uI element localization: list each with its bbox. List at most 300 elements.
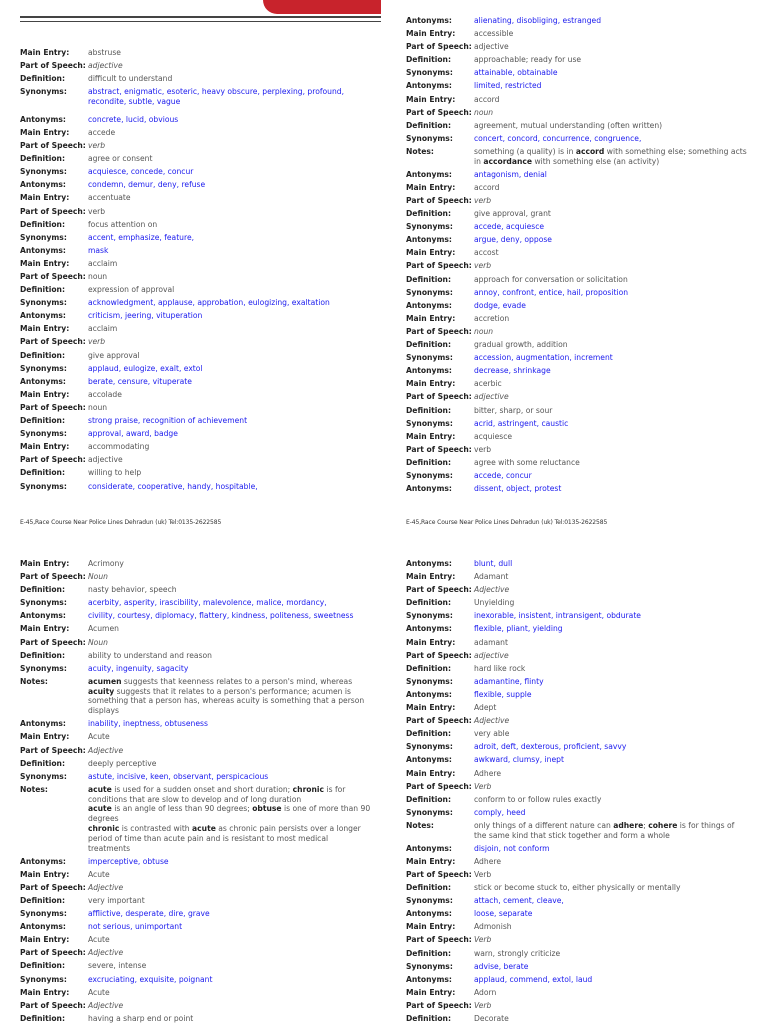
entry-row xyxy=(20,403,372,413)
field-value: adamantine, flinty xyxy=(474,676,544,686)
field-label: Definition: xyxy=(406,120,451,130)
entry-row xyxy=(406,353,748,363)
field-value: comply, heed xyxy=(474,807,526,817)
entry-row xyxy=(20,141,372,151)
entry-row xyxy=(20,468,372,478)
entry-row xyxy=(406,988,748,998)
field-value: berate, censure, vituperate xyxy=(88,376,192,386)
field-label: Part of Speech: xyxy=(20,637,86,647)
entry-row xyxy=(406,870,748,880)
entry-row xyxy=(406,95,748,105)
entry-row xyxy=(406,340,748,350)
field-value: acclaim xyxy=(88,324,118,334)
field-value: verb xyxy=(88,141,106,151)
field-label: Definition: xyxy=(20,585,65,595)
entry-row xyxy=(406,585,748,595)
field-value: stick or become stuck to, either physically or mentally xyxy=(474,883,681,893)
entry-row xyxy=(406,729,748,739)
field-label: Main Entry: xyxy=(406,768,456,778)
field-value: considerate, cooperative, handy, hospitable, xyxy=(88,481,258,491)
field-label: Part of Speech: xyxy=(406,326,472,336)
field-label: Antonyms: xyxy=(20,245,66,255)
field-label: Main Entry: xyxy=(20,869,70,879)
field-label: Main Entry: xyxy=(406,379,456,389)
entry-row xyxy=(406,445,748,455)
entry-row xyxy=(20,324,372,334)
field-label: Definition: xyxy=(20,74,65,84)
page2-left-column xyxy=(20,559,372,1027)
entry-row xyxy=(20,572,372,582)
field-label: Main Entry: xyxy=(20,732,70,742)
field-label: Definition: xyxy=(20,154,65,164)
entry-row xyxy=(406,690,748,700)
entry-row xyxy=(20,442,372,452)
field-value: acclaim xyxy=(88,258,118,268)
entry-row xyxy=(406,288,748,298)
field-value: Verb xyxy=(474,781,492,791)
entry-row xyxy=(406,458,748,468)
field-label: Notes: xyxy=(20,676,48,686)
entry-row xyxy=(20,246,372,256)
entry-row xyxy=(406,68,748,78)
field-value: agree or consent xyxy=(88,154,153,164)
field-label: Definition: xyxy=(406,948,451,958)
field-label: Synonyms: xyxy=(20,429,67,439)
entry-row xyxy=(406,235,748,245)
entry-row xyxy=(20,455,372,465)
field-label: Part of Speech: xyxy=(20,572,86,582)
field-value: very important xyxy=(88,895,145,905)
entry-row xyxy=(20,559,372,569)
field-label: Antonyms: xyxy=(20,376,66,386)
entry-row xyxy=(406,196,748,206)
field-label: Definition: xyxy=(20,416,65,426)
entry-row xyxy=(406,248,748,258)
entry-row xyxy=(406,275,748,285)
field-value: warn, strongly criticize xyxy=(474,948,561,958)
entry-row xyxy=(406,949,748,959)
field-label: Main Entry: xyxy=(20,935,70,945)
field-label: Definition: xyxy=(20,650,65,660)
field-label: Part of Speech: xyxy=(406,935,472,945)
field-value: approach for conversation or solicitation xyxy=(474,274,628,284)
field-value: approachable; ready for use xyxy=(474,55,582,65)
field-label: Definition: xyxy=(406,55,451,65)
field-value: accede, acquiesce xyxy=(474,222,545,232)
field-value: deeply perceptive xyxy=(88,758,157,768)
header-rule-thin xyxy=(20,21,381,22)
entry-row xyxy=(406,1014,748,1024)
field-value: accent, emphasize, feature, xyxy=(88,232,195,242)
entry-row xyxy=(406,484,748,494)
field-label: Main Entry: xyxy=(20,48,70,57)
field-value: Adhere xyxy=(474,856,501,866)
entry-row xyxy=(406,935,748,945)
field-label: Synonyms: xyxy=(20,481,67,491)
field-label: Main Entry: xyxy=(406,572,456,582)
entry-row xyxy=(406,975,748,985)
entry-row xyxy=(406,366,748,376)
field-label: Synonyms: xyxy=(20,771,67,781)
field-label: Antonyms: xyxy=(406,974,452,984)
entry-row xyxy=(20,746,372,756)
field-value: excruciating, exquisite, poignant xyxy=(88,974,213,984)
field-value: Adjective xyxy=(88,1000,124,1010)
entry-row xyxy=(20,988,372,998)
entry-row xyxy=(406,716,748,726)
field-value: attach, cement, cleave, xyxy=(474,896,564,906)
entry-row xyxy=(406,392,748,402)
field-value: accede xyxy=(88,127,116,137)
field-value: applaud, eulogize, exalt, extol xyxy=(88,363,203,373)
field-value: concert, concord, concurrence, congruence, xyxy=(474,133,642,143)
entry-row xyxy=(406,170,748,180)
page2-right-column xyxy=(406,559,748,1027)
entry-row xyxy=(406,844,748,854)
entry-row xyxy=(406,147,748,167)
entry-row xyxy=(20,167,372,177)
entry-row xyxy=(406,638,748,648)
entry-row xyxy=(406,406,748,416)
entry-row xyxy=(406,795,748,805)
field-label: Synonyms: xyxy=(406,742,453,752)
field-value: imperceptive, obtuse xyxy=(88,856,169,866)
entry-row xyxy=(406,782,748,792)
field-value: conform to or follow rules exactly xyxy=(474,794,602,804)
field-label: Antonyms: xyxy=(406,624,452,634)
entry-row xyxy=(406,16,748,26)
entry-row xyxy=(406,857,748,867)
red-header-tab xyxy=(263,0,381,14)
field-label: Synonyms: xyxy=(406,68,453,78)
field-value: noun xyxy=(474,107,494,117)
entry-row xyxy=(406,664,748,674)
entry-row xyxy=(406,29,748,39)
field-value: applaud, commend, extol, laud xyxy=(474,974,593,984)
field-value: condemn, demur, deny, refuse xyxy=(88,180,206,190)
field-value: verb xyxy=(88,337,106,347)
field-value: adjective xyxy=(474,650,509,660)
field-label: Definition: xyxy=(20,895,65,905)
field-label: Part of Speech: xyxy=(406,585,472,595)
field-value: give approval xyxy=(88,350,140,360)
field-label: Definition: xyxy=(20,1013,65,1023)
field-value: Acumen xyxy=(88,624,119,634)
entry-row xyxy=(406,922,748,932)
field-value: acumen suggests that keenness relates to a person's mind, whereas acuity suggests that it relates to a person's performance; acumen is something that a person has, whereas acuity is something that a person displays xyxy=(88,676,365,716)
field-label: Main Entry: xyxy=(20,193,70,203)
field-value: attainable, obtainable xyxy=(474,68,558,78)
field-label: Part of Speech: xyxy=(406,716,472,726)
field-value: noun xyxy=(88,272,108,281)
entry-row xyxy=(20,337,372,347)
entry-row xyxy=(406,808,748,818)
field-label: Part of Speech: xyxy=(20,337,86,347)
page1-left-footer: E-45,Race Course Near Police Lines Dehradun (uk) Tel:0135-2622585 xyxy=(20,519,222,526)
entry-row xyxy=(406,769,748,779)
entry-row xyxy=(406,677,748,687)
page1-left-column xyxy=(20,48,372,495)
field-value: verb xyxy=(474,261,492,271)
entry-row xyxy=(20,870,372,880)
field-label: Part of Speech: xyxy=(406,392,472,402)
field-label: Definition: xyxy=(406,663,451,673)
field-value: focus attention on xyxy=(88,219,158,229)
field-label: Definition: xyxy=(20,468,65,478)
entry-row xyxy=(406,222,748,232)
field-value: limited, restricted xyxy=(474,81,542,91)
entry-row xyxy=(20,128,372,138)
entry-row xyxy=(20,311,372,321)
header-rule xyxy=(20,16,381,18)
entry-row xyxy=(20,115,372,125)
entry-row xyxy=(406,183,748,193)
field-value: inexorable, insistent, intransigent, obdurate xyxy=(474,611,641,621)
field-label: Antonyms: xyxy=(406,689,452,699)
entry-row xyxy=(20,48,372,58)
entry-row xyxy=(406,909,748,919)
field-value: Adhere xyxy=(474,768,501,778)
entry-row xyxy=(406,883,748,893)
entry-row xyxy=(20,772,372,782)
field-label: Main Entry: xyxy=(20,127,70,137)
field-value: disjoin, not conform xyxy=(474,843,550,853)
entry-row xyxy=(406,55,748,65)
field-value: decrease, shrinkage xyxy=(474,366,551,376)
field-label: Antonyms: xyxy=(406,909,452,919)
field-label: Main Entry: xyxy=(20,624,70,634)
field-value: Adorn xyxy=(474,987,497,997)
field-value: acuity, ingenuity, sagacity xyxy=(88,663,189,673)
field-label: Antonyms: xyxy=(20,180,66,190)
entry-row xyxy=(406,896,748,906)
field-label: Definition: xyxy=(406,1013,451,1023)
entry-row xyxy=(406,261,748,271)
field-label: Main Entry: xyxy=(406,29,456,39)
field-label: Definition: xyxy=(406,598,451,608)
entry-row xyxy=(406,471,748,481)
field-label: Antonyms: xyxy=(20,922,66,932)
field-label: Definition: xyxy=(20,961,65,971)
field-value: strong praise, recognition of achievement xyxy=(88,416,248,426)
field-label: Definition: xyxy=(406,883,451,893)
entry-row xyxy=(20,883,372,893)
field-label: Synonyms: xyxy=(20,167,67,177)
field-value: give approval, grant xyxy=(474,209,551,219)
entry-row xyxy=(406,559,748,569)
field-label: Antonyms: xyxy=(406,81,452,91)
field-value: verb xyxy=(88,206,106,216)
entry-row xyxy=(20,482,372,492)
field-value: severe, intense xyxy=(88,961,147,971)
entry-row xyxy=(406,314,748,324)
entry-row xyxy=(20,390,372,400)
page1-right-footer: E-45,Race Course Near Police Lines Dehradun (uk) Tel:0135-2622585 xyxy=(406,519,608,526)
field-label: Synonyms: xyxy=(406,418,453,428)
field-label: Synonyms: xyxy=(406,133,453,143)
field-value: Verb xyxy=(474,935,492,945)
field-label: Part of Speech: xyxy=(20,455,86,465)
field-label: Main Entry: xyxy=(406,182,456,192)
field-value: Noun xyxy=(88,572,108,582)
field-value: astute, incisive, keen, observant, perspicacious xyxy=(88,771,269,781)
field-label: Main Entry: xyxy=(20,389,70,399)
field-label: Synonyms: xyxy=(20,363,67,373)
field-label: Synonyms: xyxy=(406,222,453,232)
entry-row xyxy=(406,962,748,972)
entry-row xyxy=(406,821,748,841)
field-value: accessible xyxy=(474,29,514,39)
field-value: something (a quality) is in accord with something else; something acts in accordance with something else (an activity) xyxy=(474,146,747,166)
field-value: acknowledgment, applause, approbation, eulogizing, exaltation xyxy=(88,298,330,308)
field-label: Main Entry: xyxy=(20,559,70,568)
field-label: Synonyms: xyxy=(406,961,453,971)
field-value: accost xyxy=(474,248,499,258)
field-value: having a sharp end or point xyxy=(88,1013,194,1023)
entry-row xyxy=(406,572,748,582)
field-label: Synonyms: xyxy=(406,676,453,686)
field-label: Synonyms: xyxy=(20,974,67,984)
entry-row xyxy=(20,285,372,295)
field-label: Antonyms: xyxy=(20,719,66,729)
entry-row xyxy=(20,759,372,769)
field-value: accede, concur xyxy=(474,470,532,480)
entry-row xyxy=(20,429,372,439)
entry-row xyxy=(20,207,372,217)
field-value: not serious, unimportant xyxy=(88,922,183,932)
field-value: noun xyxy=(474,326,494,336)
entry-row xyxy=(20,785,372,854)
entry-row xyxy=(20,377,372,387)
field-value: blunt, dull xyxy=(474,559,513,568)
field-value: inability, ineptness, obtuseness xyxy=(88,719,208,729)
field-label: Definition: xyxy=(406,209,451,219)
entry-row xyxy=(406,651,748,661)
field-label: Main Entry: xyxy=(406,637,456,647)
field-value: Adjective xyxy=(88,745,124,755)
field-label: Part of Speech: xyxy=(20,882,86,892)
field-value: acquiesce xyxy=(474,431,513,441)
field-value: advise, berate xyxy=(474,961,529,971)
field-value: Adept xyxy=(474,703,497,713)
field-label: Part of Speech: xyxy=(406,196,472,206)
field-value: abstract, enigmatic, esoteric, heavy obscure, perplexing, profound, recondite, subtle, vague xyxy=(88,87,345,107)
field-label: Definition: xyxy=(20,219,65,229)
entry-row xyxy=(20,896,372,906)
entry-row xyxy=(20,651,372,661)
entry-row xyxy=(406,624,748,634)
entry-row xyxy=(406,301,748,311)
field-value: accord xyxy=(474,182,500,192)
entry-row xyxy=(20,180,372,190)
field-value: Acute xyxy=(88,987,110,997)
field-value: Acute xyxy=(88,869,110,879)
entry-row xyxy=(20,638,372,648)
field-value: Verb xyxy=(474,1000,492,1010)
field-value: accentuate xyxy=(88,193,131,203)
field-label: Antonyms: xyxy=(20,856,66,866)
field-label: Part of Speech: xyxy=(406,107,472,117)
field-value: Adjective xyxy=(88,882,124,892)
field-label: Synonyms: xyxy=(406,896,453,906)
entry-row xyxy=(20,948,372,958)
entry-row xyxy=(406,42,748,52)
field-value: mask xyxy=(88,245,109,255)
entry-row xyxy=(20,351,372,361)
field-label: Part of Speech: xyxy=(20,61,86,71)
field-value: loose, separate xyxy=(474,909,533,919)
field-label: Antonyms: xyxy=(406,235,452,245)
entry-row xyxy=(20,1001,372,1011)
field-label: Definition: xyxy=(406,405,451,415)
field-value: hard like rock xyxy=(474,663,526,673)
field-value: argue, deny, oppose xyxy=(474,235,552,245)
field-label: Main Entry: xyxy=(20,324,70,334)
entry-row xyxy=(20,272,372,282)
field-label: Antonyms: xyxy=(406,16,452,25)
field-value: very able xyxy=(474,729,510,739)
field-value: adjective xyxy=(474,392,509,402)
field-value: adjective xyxy=(88,455,123,465)
field-value: nasty behavior, speech xyxy=(88,585,177,595)
field-label: Part of Speech: xyxy=(20,1000,86,1010)
entry-row xyxy=(406,611,748,621)
field-label: Part of Speech: xyxy=(20,948,86,958)
field-value: Adjective xyxy=(88,948,124,958)
entry-row xyxy=(406,209,748,219)
field-label: Part of Speech: xyxy=(406,261,472,271)
field-label: Antonyms: xyxy=(20,611,66,621)
field-value: acquiesce, concede, concur xyxy=(88,167,194,177)
field-value: concrete, lucid, obvious xyxy=(88,114,179,124)
field-value: dissent, object, protest xyxy=(474,484,562,494)
field-value: Admonish xyxy=(474,922,512,932)
field-label: Part of Speech: xyxy=(20,206,86,216)
entry-row xyxy=(406,1001,748,1011)
field-value: agree with some reluctance xyxy=(474,457,580,467)
field-value: accession, augmentation, increment xyxy=(474,353,613,363)
field-value: gradual growth, addition xyxy=(474,340,568,350)
entry-row xyxy=(20,74,372,84)
field-label: Antonyms: xyxy=(20,311,66,321)
field-value: expression of approval xyxy=(88,285,175,295)
field-label: Synonyms: xyxy=(406,470,453,480)
entry-row xyxy=(406,379,748,389)
field-value: bitter, sharp, or sour xyxy=(474,405,553,415)
entry-row xyxy=(406,703,748,713)
field-value: Acrimony xyxy=(88,559,124,568)
field-label: Antonyms: xyxy=(406,484,452,494)
field-label: Definition: xyxy=(406,340,451,350)
field-label: Antonyms: xyxy=(406,300,452,310)
entry-row xyxy=(20,857,372,867)
field-label: Antonyms: xyxy=(406,755,452,765)
field-value: adjective xyxy=(474,42,509,52)
field-value: willing to help xyxy=(88,468,142,478)
field-value: accolade xyxy=(88,389,122,399)
field-value: Unyielding xyxy=(474,598,515,608)
field-value: approval, award, badge xyxy=(88,429,178,439)
entry-row xyxy=(20,677,372,716)
field-label: Main Entry: xyxy=(406,856,456,866)
entry-row xyxy=(406,327,748,337)
field-value: afflictive, desperate, dire, grave xyxy=(88,909,210,919)
entry-row xyxy=(406,81,748,91)
field-label: Antonyms: xyxy=(406,559,452,568)
field-value: flexible, pliant, yielding xyxy=(474,624,563,634)
field-value: flexible, supple xyxy=(474,689,532,699)
field-label: Synonyms: xyxy=(20,909,67,919)
